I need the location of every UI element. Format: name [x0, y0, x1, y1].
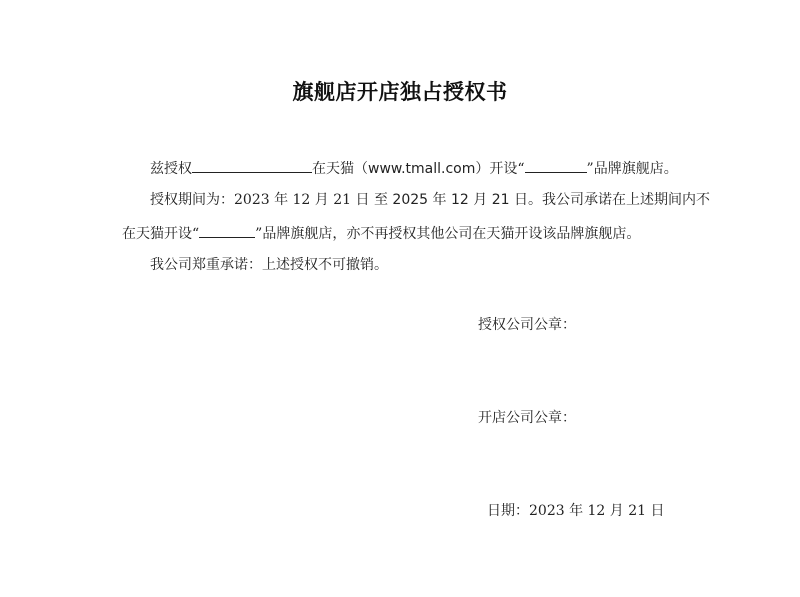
period-line2-close: ”品牌旗舰店，亦不再授权其他公司在天猫开设该品牌旗舰店。 [255, 226, 641, 242]
signing-date: 日期：2023 年 12 月 21 日 [487, 503, 665, 519]
period-text-end: 日。我公司承诺在上述期间内不 [509, 192, 710, 208]
period-text-start: 授权期间为：2023 年 12 月 21 日 至 [150, 192, 393, 208]
document-title: 旗舰店开店独占授权书 [292, 80, 508, 104]
period-paragraph-line1 [150, 190, 710, 210]
period-end-year: 2025 [392, 192, 429, 208]
authorization-paragraph [150, 157, 678, 179]
tmall-url: www.tmall.com [368, 161, 476, 177]
authorization-prefix: 兹授权 [150, 161, 192, 177]
period-end-month: 12 [450, 192, 469, 208]
authorization-suffix-open: ）开设“ [475, 161, 525, 177]
brand-name-blank-2 [199, 222, 255, 238]
period-line2-open: 在天猫开设“ [122, 226, 200, 242]
authorizer-seal-label: 授权公司公章： [478, 317, 576, 333]
period-paragraph-line2 [122, 222, 640, 244]
authorization-suffix-close: ”品牌旗舰店。 [586, 161, 678, 177]
store-seal-label: 开店公司公章： [478, 410, 576, 426]
irrevocable-commitment: 我公司郑重承诺：上述授权不可撤销。 [150, 257, 388, 273]
authorization-middle: 在天猫（ [312, 161, 368, 177]
period-yue: 月 [468, 192, 492, 208]
brand-name-blank [525, 157, 587, 173]
period-end-day: 21 [491, 192, 510, 208]
period-nian: 年 [428, 192, 451, 208]
authorized-company-blank [192, 157, 312, 173]
